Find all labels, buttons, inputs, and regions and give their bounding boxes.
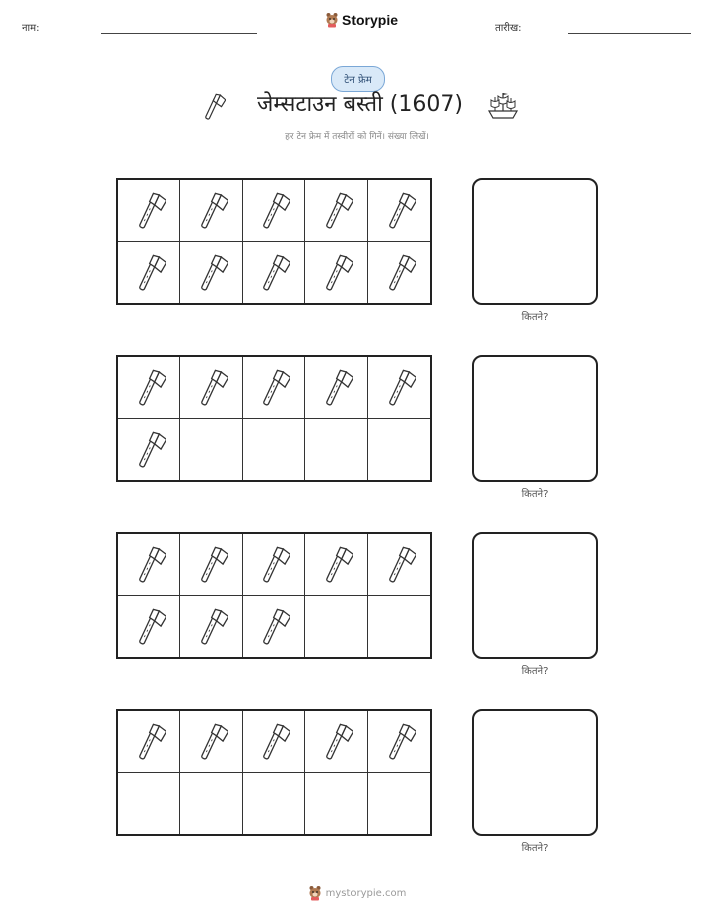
brand-name: Storypie	[342, 12, 399, 28]
answer-box[interactable]	[472, 532, 598, 659]
ten-frame-cell	[180, 180, 242, 242]
axe-icon	[256, 188, 290, 232]
ten-frame-cell	[305, 596, 367, 658]
answer-box[interactable]	[472, 355, 598, 482]
ten-frame-cell	[305, 419, 367, 481]
ten-frame	[116, 532, 432, 659]
axe-icon	[132, 604, 166, 648]
problem-1	[116, 178, 600, 328]
ten-frame-cell	[180, 419, 242, 481]
title-row	[200, 88, 520, 124]
ten-frame-cell	[243, 596, 305, 658]
axe-icon	[194, 250, 228, 294]
footer	[0, 885, 714, 901]
axe-icon	[132, 188, 166, 232]
axe-icon	[256, 250, 290, 294]
axe-icon	[256, 365, 290, 409]
problem-4	[116, 709, 600, 859]
axe-icon	[132, 427, 166, 471]
ten-frame-cell	[305, 534, 367, 596]
ten-frame-cell	[305, 180, 367, 242]
ten-frame-cell	[118, 711, 180, 773]
ten-frame-cell	[368, 180, 430, 242]
ten-frame-cell	[118, 773, 180, 835]
ten-frame-cell	[118, 357, 180, 419]
ten-frame-cell	[180, 711, 242, 773]
page-title: जेम्सटाउन बस्ती (1607)	[257, 92, 463, 117]
axe-icon	[319, 719, 353, 763]
axe-icon	[132, 542, 166, 586]
ten-frame-cell	[118, 180, 180, 242]
axe-icon	[382, 365, 416, 409]
ten-frame-cell	[305, 711, 367, 773]
name-field[interactable]	[101, 33, 257, 34]
ten-frame-cell	[118, 534, 180, 596]
ten-frame-cell	[305, 773, 367, 835]
answer-prompt: कितने?	[521, 843, 549, 854]
axe-icon	[382, 250, 416, 294]
name-label: नाम:	[22, 23, 40, 34]
axe-icon	[132, 250, 166, 294]
ten-frame-cell	[305, 242, 367, 304]
axe-icon	[194, 719, 228, 763]
axe-icon	[382, 542, 416, 586]
ten-frame-cell	[368, 711, 430, 773]
ten-frame-cell	[180, 773, 242, 835]
answer-prompt: कितने?	[521, 489, 549, 500]
ten-frame-cell	[243, 711, 305, 773]
axe-icon	[382, 719, 416, 763]
ten-frame-cell	[368, 596, 430, 658]
axe-icon	[382, 188, 416, 232]
ten-frame-cell	[180, 242, 242, 304]
ten-frame-cell	[180, 596, 242, 658]
ten-frame	[116, 355, 432, 482]
axe-icon	[256, 719, 290, 763]
axe-icon	[194, 365, 228, 409]
problem-2	[116, 355, 600, 505]
axe-icon	[319, 250, 353, 294]
ten-frame-cell	[305, 357, 367, 419]
axe-icon	[194, 188, 228, 232]
date-field[interactable]	[568, 33, 691, 34]
topic-badge: टेन फ्रेम	[331, 66, 385, 92]
axe-icon	[132, 365, 166, 409]
answer-box[interactable]	[472, 709, 598, 836]
ten-frame-cell	[118, 242, 180, 304]
footer-site: mystorypie.com	[325, 887, 407, 899]
answer-prompt: कितने?	[521, 666, 549, 677]
axe-icon	[256, 604, 290, 648]
axe-icon	[194, 604, 228, 648]
date-label: तारीख:	[495, 23, 522, 34]
problem-3	[116, 532, 600, 682]
ten-frame-cell	[368, 242, 430, 304]
axe-icon	[319, 365, 353, 409]
axe-icon	[194, 542, 228, 586]
axe-icon	[132, 719, 166, 763]
storypie-bear-icon	[325, 12, 339, 28]
ten-frame-cell	[243, 242, 305, 304]
ten-frame-cell	[368, 419, 430, 481]
ten-frame-cell	[180, 357, 242, 419]
ten-frame	[116, 178, 432, 305]
ship-icon	[486, 90, 520, 122]
axe-icon	[319, 188, 353, 232]
axe-icon	[319, 542, 353, 586]
ten-frame-cell	[368, 773, 430, 835]
axe-icon	[256, 542, 290, 586]
ten-frame-cell	[243, 773, 305, 835]
ten-frame-cell	[118, 596, 180, 658]
ten-frame-cell	[243, 357, 305, 419]
ten-frame-cell	[243, 419, 305, 481]
brand-logo	[325, 12, 398, 28]
ten-frame-cell	[243, 534, 305, 596]
ten-frame-cell	[368, 534, 430, 596]
instructions: हर टेन फ्रेम में तस्वीरों को गिनें। संख्या लिखें।	[285, 132, 429, 142]
ten-frame-cell	[118, 419, 180, 481]
storypie-bear-icon	[308, 885, 322, 901]
answer-box[interactable]	[472, 178, 598, 305]
ten-frame-cell	[243, 180, 305, 242]
ten-frame	[116, 709, 432, 836]
axe-icon	[200, 90, 226, 122]
ten-frame-cell	[368, 357, 430, 419]
answer-prompt: कितने?	[521, 312, 549, 323]
ten-frame-cell	[180, 534, 242, 596]
